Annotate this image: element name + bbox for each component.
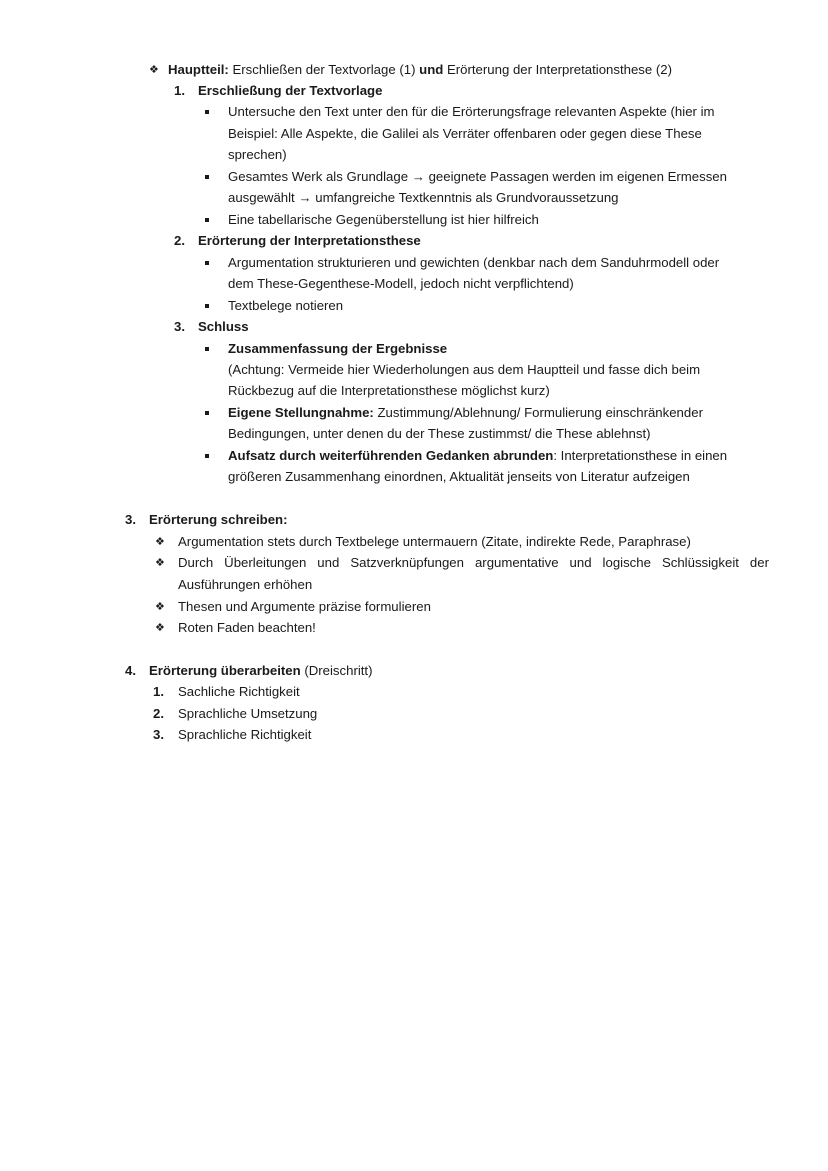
main-part-and: und [419, 62, 444, 77]
item-number: 1. [174, 83, 185, 98]
item-number: 2. [174, 233, 185, 248]
square-bullet-icon [205, 454, 209, 458]
section-number: 3. [125, 512, 136, 527]
list-item-cont: größeren Zusammenhang einordnen, Aktualität jenseits von Literatur aufzeigen [228, 469, 690, 484]
main-part-text-a: Erschließen der Textvorlage (1) [228, 62, 420, 77]
square-bullet-icon [205, 261, 209, 265]
subheading-eroerterung: Erörterung der Interpretationsthese [198, 233, 421, 248]
text: geeignete Passagen werden im eigenen Ermessen [424, 169, 727, 184]
diamond-bullet-icon: ❖ [155, 536, 165, 548]
list-item-cont: dem These-Gegenthese-Modell, jedoch nicht verpflichtend) [228, 276, 574, 291]
subheading-erschliessung: Erschließung der Textvorlage [198, 83, 383, 98]
bold-text: Aufsatz durch weiterführenden Gedanken abrunden [228, 448, 554, 463]
diamond-bullet-icon: ❖ [149, 64, 159, 76]
main-part-label: Hauptteil: [168, 62, 229, 77]
list-item: Sprachliche Umsetzung [178, 706, 318, 721]
list-item [228, 403, 703, 423]
list-item: Roten Faden beachten! [178, 620, 316, 635]
main-part-heading [168, 60, 672, 80]
list-item-cont: Bedingungen, unter denen du der These zustimmst/ die These ablehnst) [228, 426, 651, 441]
diamond-bullet-icon: ❖ [155, 622, 165, 634]
text: umfangreiche Textkenntnis als Grundvoraussetzung [311, 190, 619, 205]
text: (Dreischritt) [300, 663, 373, 678]
list-item: Argumentation strukturieren und gewichten (denkbar nach dem Sanduhrmodell oder [228, 255, 720, 270]
list-item: Untersuche den Text unter den für die Erörterungsfrage relevanten Aspekte (hier im [228, 104, 715, 119]
list-item-cont: sprechen) [228, 147, 287, 162]
list-item: Thesen und Argumente präzise formulieren [178, 599, 431, 614]
list-item-cont: Ausführungen erhöhen [178, 577, 313, 592]
list-item [228, 167, 727, 187]
diamond-bullet-icon: ❖ [155, 601, 165, 613]
item-number: 3. [174, 319, 185, 334]
square-bullet-icon [205, 218, 209, 222]
text: Zustimmung/Ablehnung/ Formulierung einschränkender [373, 405, 703, 420]
item-number: 3. [153, 727, 164, 742]
bold-text: Erörterung überarbeiten [149, 663, 301, 678]
square-bullet-icon [205, 110, 209, 114]
list-item: Zusammenfassung der Ergebnisse [228, 341, 448, 356]
list-item [228, 446, 727, 466]
list-item-cont: Rückbezug auf die Interpretationsthese möglichst kurz) [228, 383, 550, 398]
item-number: 1. [153, 684, 164, 699]
bold-text: Eigene Stellungnahme: [228, 405, 374, 420]
list-item-cont: Beispiel: Alle Aspekte, die Galilei als Verräter offenbaren oder gegen diese These [228, 126, 702, 141]
text: ausgewählt [228, 190, 299, 205]
section-heading-ueberarbeiten [149, 661, 373, 681]
list-item: Sprachliche Richtigkeit [178, 727, 312, 742]
section-heading-schreiben: Erörterung schreiben: [149, 512, 288, 527]
arrow-right-icon: → [411, 169, 425, 184]
list-item-cont [228, 188, 618, 208]
section-number: 4. [125, 663, 136, 678]
list-item: Eine tabellarische Gegenüberstellung ist hier hilfreich [228, 212, 539, 227]
square-bullet-icon [205, 304, 209, 308]
main-part-text-c: Erörterung der Interpretationsthese (2) [443, 62, 673, 77]
list-item: Argumentation stets durch Textbelege untermauern (Zitate, indirekte Rede, Paraphrase) [178, 534, 691, 549]
text: Gesamtes Werk als Grundlage [228, 169, 412, 184]
list-item-cont: (Achtung: Vermeide hier Wiederholungen aus dem Hauptteil und fasse dich beim [228, 362, 701, 377]
diamond-bullet-icon: ❖ [155, 557, 165, 569]
item-number: 2. [153, 706, 164, 721]
list-item: Sachliche Richtigkeit [178, 684, 300, 699]
subheading-schluss: Schluss [198, 319, 249, 334]
list-item: Durch Überleitungen und Satzverknüpfungen argumentative und logische Schlüssigkeit der [178, 555, 769, 570]
text: : Interpretationsthese in einen [553, 448, 728, 463]
list-item: Textbelege notieren [228, 298, 344, 313]
square-bullet-icon [205, 411, 209, 415]
square-bullet-icon [205, 175, 209, 179]
square-bullet-icon [205, 347, 209, 351]
arrow-right-icon: → [298, 190, 312, 205]
